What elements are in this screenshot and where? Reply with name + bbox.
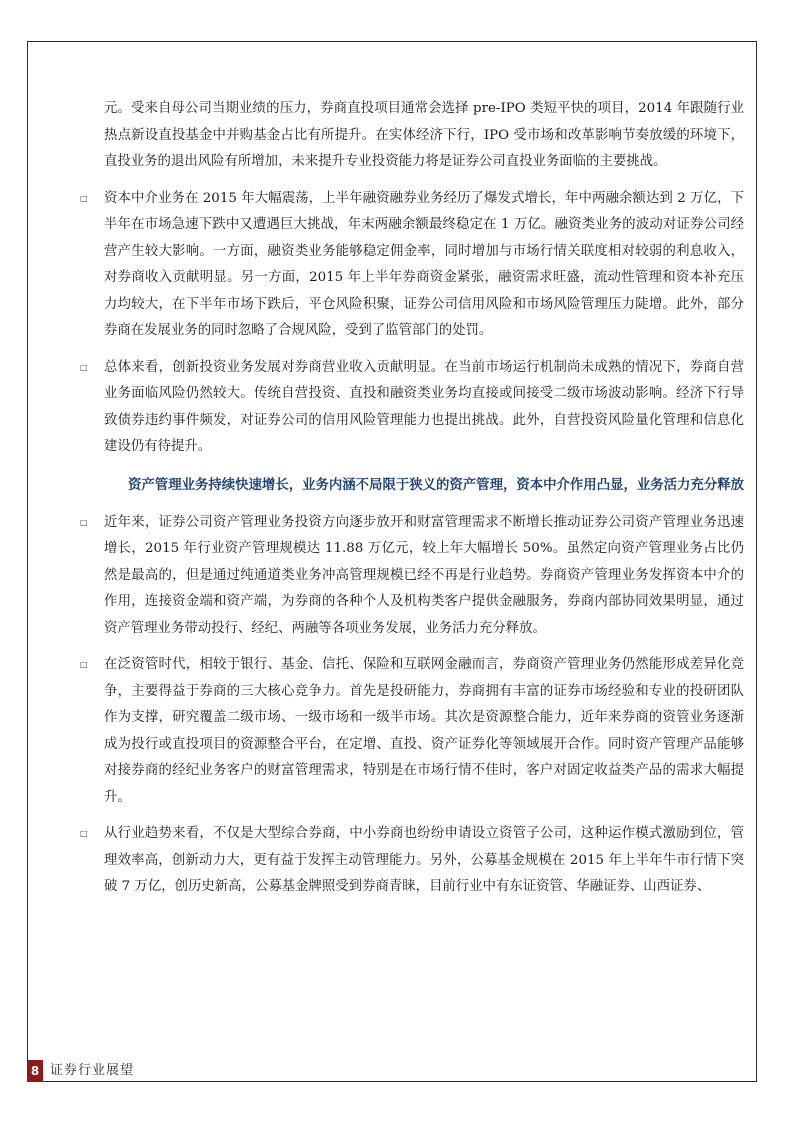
bullet-text: 在泛资管时代，相较于银行、基金、信托、保险和互联网金融而言，券商资产管理业务仍然能形成差异化竞争，主要得益于券商的三大核心竞争力。首先是投研能力，券商拥有丰富的证券市场经验和专业的投研团队作为支撑，研究覆盖二级市场、一级市场和一级半市场。其次是资源整合能力，近年来券商的资管业务逐渐成为投行或直投项目的资源整合平台，在定增、直投、资产证券化等领域展开合作。同时资产管理产品能够对接券商的经纪业务客户的财富管理需求，特别是在市场行情不佳时，客户对固定收益类产品的需求大幅提升。 — [104, 657, 744, 805]
footer-title: 证券行业展望 — [50, 1063, 135, 1078]
page-number: 8 — [27, 1060, 43, 1082]
section-heading: 资产管理业务持续快速增长，业务内涵不局限于狭义的资产管理，资本中介作用凸显，业务活力充分释放 — [128, 477, 744, 493]
bullet-square-icon: □ — [80, 517, 88, 527]
bullet-square-icon: □ — [80, 193, 88, 203]
bullet-item — [80, 355, 744, 461]
bullet-text: 从行业趋势来看，不仅是大型综合券商，中小券商也纷纷申请设立资管子公司，这种运作模式激励到位，管理效率高，创新动力大，更有益于发挥主动管理能力。另外，公募基金规模在 2015 年上半年牛市行情下突破 7 万亿，创历史新高，公募基金牌照受到券商青睐，目前行业中有东证资管、华融证券、山西证券、 — [104, 826, 744, 894]
paragraph-continuation: 元。受来自母公司当期业绩的压力，券商直投项目通常会选择 pre-IPO 类短平快的项目，2014 年跟随行业热点新设直投基金中并购基金占比有所提升。在实体经济下行，IPO 受市场和改革影响节奏放缓的环境下，直投业务的退出风险有所增加，未来提升专业投资能力将是证券公司直投业务面临的主要挑战。 — [104, 101, 744, 169]
bullet-square-icon: □ — [80, 829, 88, 838]
document-body — [80, 96, 744, 901]
bullet-item — [80, 821, 744, 901]
bullet-square-icon: □ — [80, 660, 88, 669]
bullet-square-icon: □ — [80, 362, 88, 372]
bullet-item — [80, 652, 744, 811]
bullet-item — [80, 186, 744, 345]
bullet-item — [80, 510, 744, 643]
bullet-text: 资本中介业务在 2015 年大幅震荡，上半年融资融券业务经历了爆发式增长，年中两融余额达到 2 万亿，下半年在市场急速下跌中又遭遇巨大挑战，年末两融余额最终稳定在 1 万亿。融资类业务的波动对证券公司经营产生较大影响。一方面，融资类业务能够稳定佣金率，同时增加与市场行情关联度相对较弱的利息收入，对券商收入贡献明显。另一方面，2015 年上半年券商资金紧张，融资需求旺盛，流动性管理和资本补充压力均较大，在下半年市场下跌后，平仓风险积聚，证券公司信用风险和市场风险管理压力陡增。此外，部分券商在发展业务的同时忽略了合规风险，受到了监管部门的处罚。 — [104, 190, 744, 338]
bullet-text: 总体来看，创新投资业务发展对券商营业收入贡献明显。在当前市场运行机制尚未成熟的情况下，券商自营业务面临风险仍然较大。传统自营投资、直投和融资类业务均直接或间接受二级市场波动影响。经济下行导致债券违约事件频发，对证券公司的信用风险管理能力也提出挑战。此外，自营投资风险量化管理和信息化建设仍有待提升。 — [104, 359, 744, 454]
bullet-text: 近年来，证券公司资产管理业务投资方向逐步放开和财富管理需求不断增长推动证券公司资产管理业务迅速增长，2015 年行业资产管理规模达 11.88 万亿元，较上年大幅增长 50%。虽然定向资产管理业务占比仍然是最高的，但是通过纯通道类业务冲高管理规模已经不再是行业趋势。券商资产管理业务发挥资本中介的作用，连接资金端和资产端，为券商的各种个人及机构类客户提供金融服务，券商内部协同效果明显，通过资产管理业务带动投行、经纪、两融等各项业务发展，业务活力充分释放。 — [104, 514, 744, 636]
